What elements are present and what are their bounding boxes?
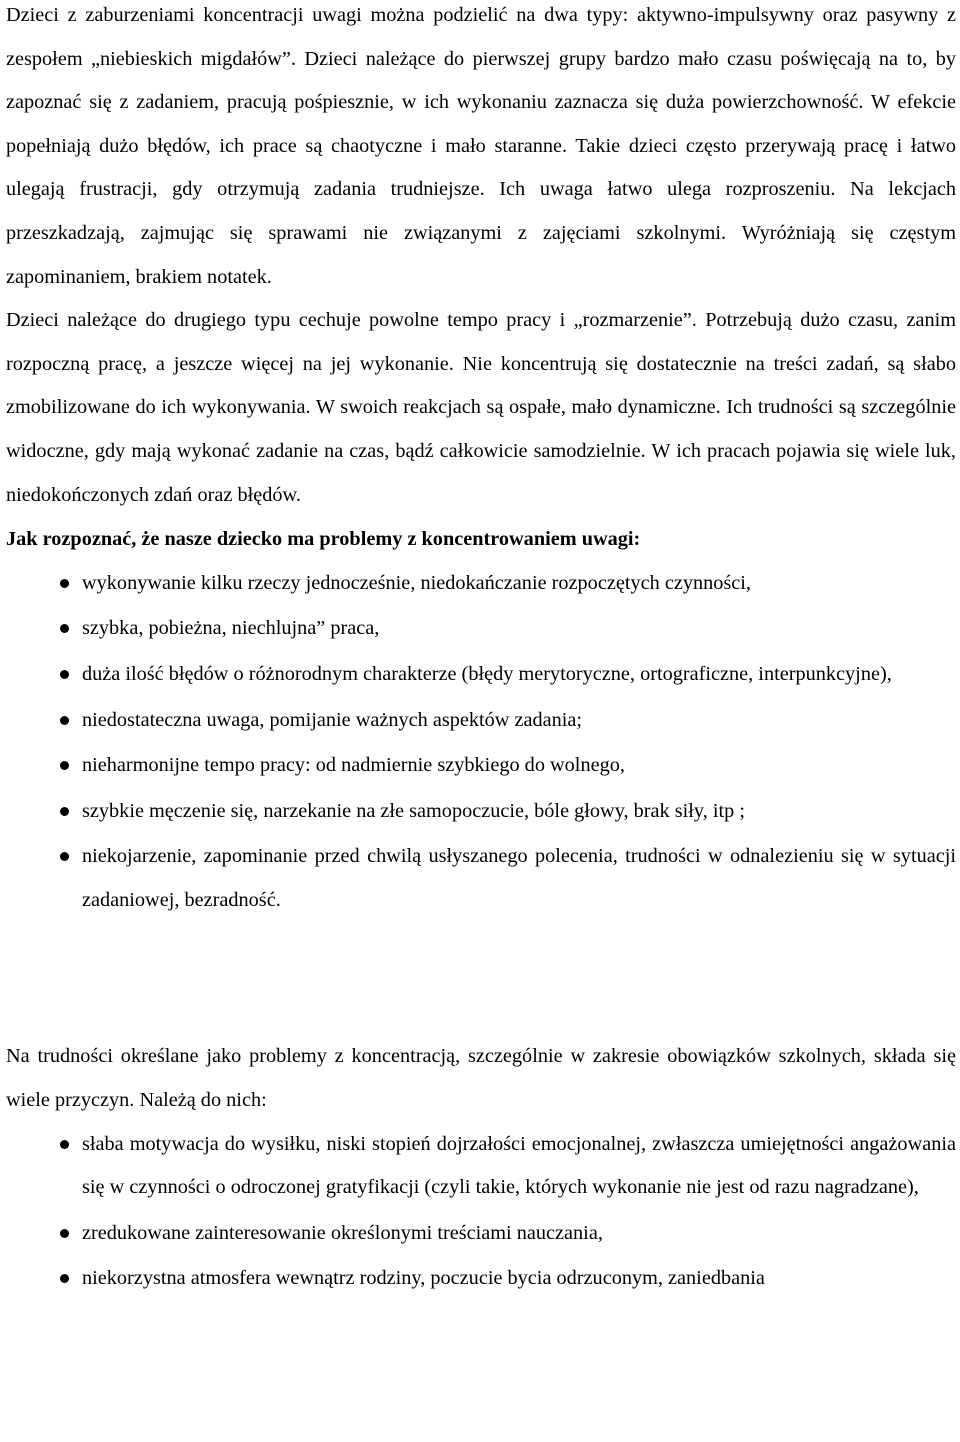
list-item-text: szybka, pobieżna, niechlujna” praca, (82, 617, 380, 640)
list-item (6, 562, 956, 606)
symptoms-list (6, 562, 956, 923)
list-item (6, 835, 956, 922)
bullet-icon (60, 852, 69, 861)
causes-section (6, 1035, 956, 1301)
list-item-text: słaba motywacja do wysiłku, niski stopień dojrzałości emocjonalnej, zwłaszcza umiejętności angażowania się w czynności o odroczonej gratyfikacji (czyli takie, których wykonanie nie jest od razu nagradzane), (82, 1132, 956, 1199)
bullet-icon (60, 761, 69, 770)
bullet-icon (60, 624, 69, 633)
bullet-icon (60, 579, 69, 588)
list-item (6, 653, 956, 697)
list-item-text: wykonywanie kilku rzeczy jednocześnie, niedokańczanie rozpoczętych czynności, (82, 571, 751, 594)
bullet-icon (60, 807, 69, 816)
list-item-text: nieharmonijne tempo pracy: od nadmiernie szybkiego do wolnego, (82, 754, 625, 777)
list-item (6, 1257, 956, 1301)
causes-intro-paragraph: Na trudności określane jako problemy z koncentracją, szczególnie w zakresie obowiązków szkolnych, składa się wiele przyczyn. Należą do nich: (6, 1045, 956, 1112)
section-gap (6, 924, 956, 1031)
bullet-icon (60, 1274, 69, 1283)
bullet-icon (60, 1140, 69, 1149)
list-item (6, 607, 956, 651)
document-page (6, 0, 956, 1303)
bullet-icon (60, 1229, 69, 1238)
intro-paragraph-aktywno-impulsywny: Dzieci z zaburzeniami koncentracji uwagi można podzielić na dwa typy: aktywno-impulsywny oraz pasywny z zespołem „niebieskich migdałów”. Dzieci należące do pierwszej grupy bardzo mało czasu poświęcają na to, by zapoznać się z zadaniem, pracują pośpiesznie, w ich wykonaniu zaznacza się duża powierzchowność. W efekcie popełniają dużo błędów, ich prace są chaotyczne i mało staranne. Takie dzieci często przerywają pracę i łatwo ulegają frustracji, gdy otrzymują zadania trudniejsze. Ich uwaga łatwo ulega rozproszeniu. Na lekcjach przeszkadzają, zajmując się sprawami nie związanymi z zajęciami szkolnymi. Wyróżniają się częstym zapominaniem, brakiem notatek. (6, 4, 956, 288)
list-item-text: zredukowane zainteresowanie określonymi treściami nauczania, (82, 1221, 603, 1244)
list-item-text: niedostateczna uwaga, pomijanie ważnych aspektów zadania; (82, 708, 583, 731)
list-item-text: duża ilość błędów o różnorodnym charakterze (błędy merytoryczne, ortograficzne, interpunkcyjne), (82, 662, 892, 685)
bullet-icon (60, 670, 69, 679)
bullet-icon (60, 716, 69, 725)
list-item-text: niekorzystna atmosfera wewnątrz rodziny, poczucie bycia odrzuconym, zaniedbania (82, 1267, 765, 1290)
list-item (6, 1123, 956, 1210)
list-item (6, 790, 956, 834)
list-item-text: niekojarzenie, zapominanie przed chwilą usłyszanego polecenia, trudności w odnalezieniu się w sytuacji zadaniowej, bezradność. (82, 845, 956, 911)
list-item-text: szybkie męczenie się, narzekanie na złe samopoczucie, bóle głowy, brak siły, itp ; (82, 799, 746, 822)
list-item (6, 699, 956, 743)
symptoms-heading: Jak rozpoznać, że nasze dziecko ma problemy z koncentrowaniem uwagi: (6, 528, 641, 551)
intro-paragraph-pasywny: Dzieci należące do drugiego typu cechuje powolne tempo pracy i „rozmarzenie”. Potrzebują dużo czasu, zanim rozpoczną pracę, a jeszcze więcej na jej wykonanie. Nie koncentrują się dostatecznie na treści zadań, są słabo zmobilizowane do ich wykonywania. W swoich reakcjach są ospałe, mało dynamiczne. Ich trudności są szczególnie widoczne, gdy mają wykonać zadanie na czas, bądź całkowicie samodzielnie. W ich pracach pojawia się wiele luk, niedokończonych zdań oraz błędów. (6, 309, 956, 506)
causes-list (6, 1123, 956, 1301)
list-item (6, 1212, 956, 1256)
list-item (6, 744, 956, 788)
